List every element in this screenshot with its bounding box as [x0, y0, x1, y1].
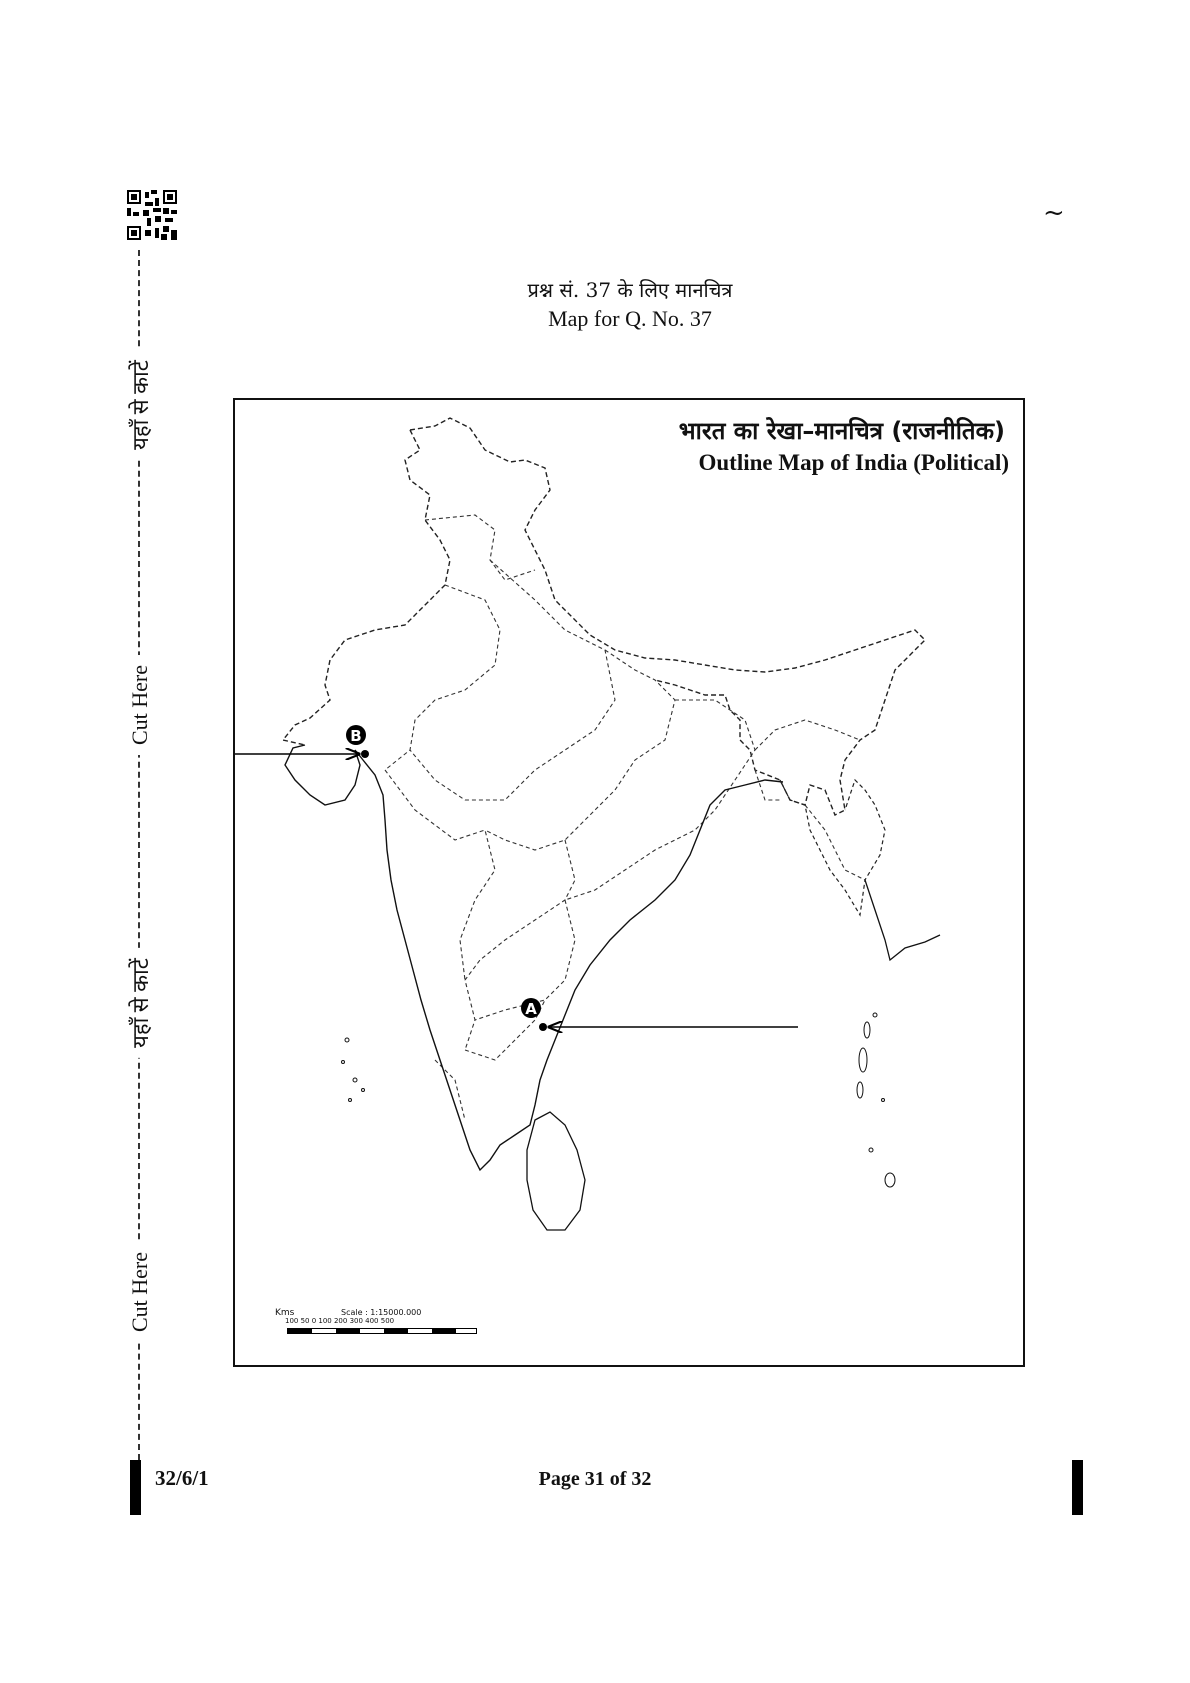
marker-a-label: A	[525, 1000, 537, 1018]
cut-label-hindi-bottom: यहाँ से काटें	[121, 948, 159, 1058]
myanmar-coast	[865, 880, 940, 960]
page-number: Page 31 of 32	[538, 1468, 652, 1490]
question-heading-english: Map for Q. No. 37	[548, 306, 712, 331]
state-boundaries	[385, 515, 865, 1120]
scale-ratio: Scale : 1:15000.000	[341, 1308, 422, 1317]
border-northwest	[283, 430, 450, 745]
corner-mark: ~	[1043, 198, 1065, 228]
sri-lanka-outline	[527, 1112, 585, 1230]
outline-map-frame	[233, 398, 1025, 1367]
map-title-english: Outline Map of India (Political)	[698, 450, 1009, 475]
scale-units: Kms	[275, 1308, 295, 1318]
andaman-nicobar-islands	[857, 1013, 895, 1187]
marker-b-label: B	[350, 727, 362, 745]
marker-a	[521, 998, 798, 1031]
lakshadweep-islands	[342, 1038, 365, 1102]
cut-label-english-bottom: Cut Here	[123, 1242, 157, 1342]
map-scale-bar	[275, 1308, 475, 1348]
marker-b	[235, 725, 369, 758]
international-border-north	[410, 418, 925, 815]
scale-ticks: 100 50 0 100 200 300 400 500	[285, 1317, 395, 1325]
scale-bar-graphic	[287, 1328, 477, 1334]
paper-code: 32/6/1	[155, 1466, 209, 1490]
india-outline-map	[235, 400, 1023, 1365]
map-title-hindi: भारत का रेखा–मानचित्र (राजनीतिक)	[678, 417, 1005, 445]
qr-code-icon	[127, 190, 177, 240]
cut-label-english-top: Cut Here	[123, 655, 157, 755]
question-heading-hindi: प्रश्न सं. 37 के लिए मानचित्र	[527, 278, 733, 302]
coastline	[285, 745, 783, 1170]
cut-label-hindi-top: यहाँ से काटें	[121, 350, 159, 460]
